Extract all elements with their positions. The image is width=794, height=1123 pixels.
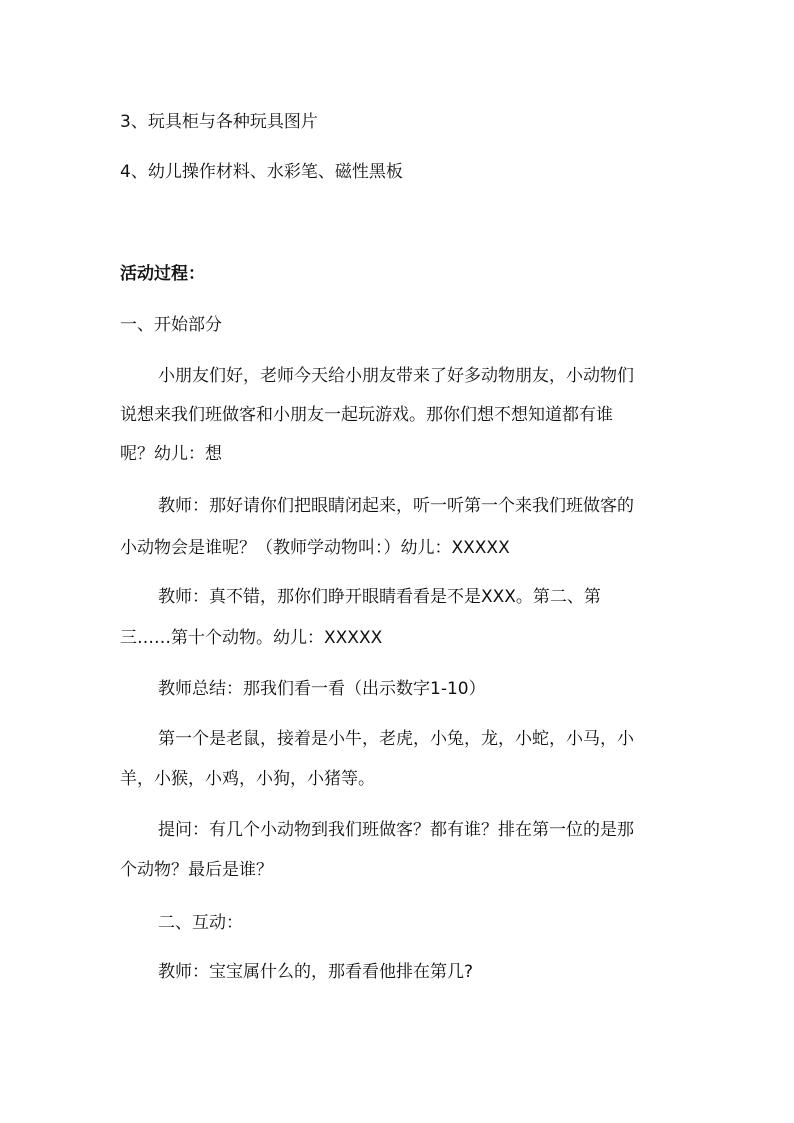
part-two-heading: 二、互动： — [158, 913, 243, 933]
materials-item-3: 3、玩具柜与各种玩具图片 — [120, 112, 318, 132]
paragraph-line: 羊，小猴，小鸡，小狗，小猪等。 — [120, 769, 375, 789]
section-title: 活动过程： — [120, 264, 205, 284]
paragraph-line: 三……第十个动物。幼儿：XXXXX — [120, 628, 383, 648]
paragraph-line: 说想来我们班做客和小朋友一起玩游戏。那你们想不想知道都有谁 — [120, 405, 613, 425]
final-line: 教师：宝宝属什么的，那看看他排在第几? — [158, 962, 474, 982]
paragraph-line: 教师：那好请你们把眼睛闭起来，听一听第一个来我们班做客的 — [158, 496, 634, 516]
paragraph-line: 教师：真不错，那你们睁开眼睛看看是不是XXX。第二、第 — [158, 587, 601, 607]
paragraph-line: 呢？幼儿：想 — [120, 444, 222, 464]
materials-item-4: 4、幼儿操作材料、水彩笔、磁性黑板 — [120, 162, 403, 182]
part-one-heading: 一、开始部分 — [120, 315, 222, 335]
paragraph-line: 第一个是老鼠，接着是小牛，老虎，小兔，龙，小蛇，小马，小 — [158, 729, 634, 749]
paragraph-line: 教师总结：那我们看一看（出示数字1-10） — [158, 679, 486, 699]
paragraph-line: 提问：有几个小动物到我们班做客？都有谁？排在第一位的是那 — [158, 820, 634, 840]
paragraph-line: 个动物？最后是谁？ — [120, 860, 273, 880]
paragraph-line: 小动物会是谁呢？（教师学动物叫：）幼儿：XXXXX — [120, 538, 510, 558]
paragraph-line: 小朋友们好，老师今天给小朋友带来了好多动物朋友，小动物们 — [158, 366, 634, 386]
